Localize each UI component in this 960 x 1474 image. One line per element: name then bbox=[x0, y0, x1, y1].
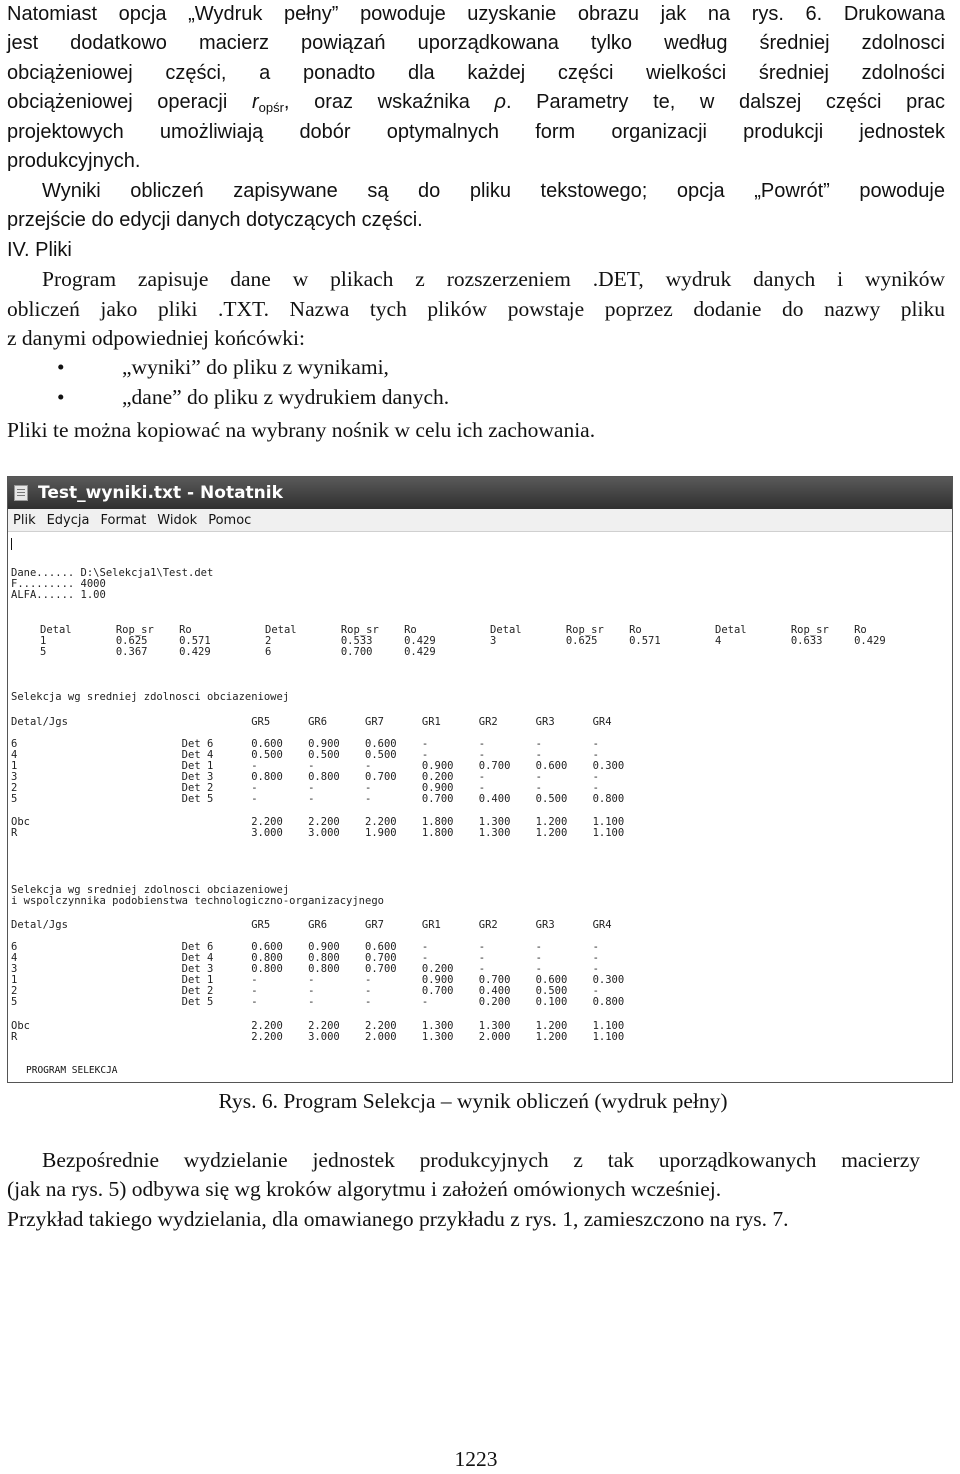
menu-bar bbox=[8, 509, 952, 532]
data-line: Dane...... D:\Selekcja1\Test.det bbox=[11, 567, 214, 579]
text-line: Bezpośrednie wydzielanie jednostek produkcyjnych z tak uporządkowanych macierzy bbox=[42, 1148, 920, 1172]
table-row: 6 Det 6 0.600 0.900 0.600 - - - - bbox=[11, 738, 599, 750]
detal-header: Detal Rop_sr Ro bbox=[40, 624, 192, 636]
list-item bbox=[7, 353, 945, 383]
bullet-icon: • bbox=[57, 385, 65, 409]
table-row: R 2.200 3.000 2.000 1.300 2.000 1.200 1.100 bbox=[11, 1031, 625, 1043]
page-number: 1223 bbox=[454, 1447, 498, 1471]
table-row: 4 Det 4 0.500 0.500 0.500 - - - - bbox=[11, 749, 599, 761]
symbol-r: r bbox=[251, 91, 259, 113]
table-row: Detal/Jgs GR5 GR6 GR7 GR1 GR2 GR3 GR4 bbox=[11, 716, 612, 728]
text-fragment: . Parametry te, w dalszej części prac bbox=[506, 91, 945, 113]
text-line: produkcyjnych. bbox=[7, 150, 141, 172]
text-line: Program zapisuje dane w plikach z rozszerzeniem .DET, wydruk danych i wyników bbox=[42, 267, 945, 291]
detal-header: Detal Rop_sr Ro bbox=[715, 624, 867, 636]
table-row: 1 Det 1 - - - 0.900 0.700 0.600 0.300 bbox=[11, 974, 625, 986]
detal-row: 4 0.633 0.429 bbox=[715, 635, 886, 647]
table-row: 6 Det 6 0.600 0.900 0.600 - - - - bbox=[11, 941, 599, 953]
detal-header: Detal Rop_sr Ro bbox=[265, 624, 417, 636]
list-item-text: „wyniki” do pliku z wynikami, bbox=[122, 355, 389, 379]
table-row: Obc 2.200 2.200 2.200 1.300 1.300 1.200 1.100 bbox=[11, 1020, 625, 1032]
menu-edycja[interactable]: Edycja bbox=[46, 512, 90, 528]
text-line: Pliki te można kopiować na wybrany nośnik w celu ich zachowania. bbox=[7, 418, 596, 442]
detal-row: 5 0.367 0.429 bbox=[40, 646, 211, 658]
menu-pomoc[interactable]: Pomoc bbox=[208, 512, 252, 528]
title-bar[interactable] bbox=[8, 477, 952, 509]
table-title: i wspolczynnika podobienstwa technologiczno-organizacyjnego bbox=[11, 895, 384, 907]
text-line: (jak na rys. 5) odbywa się wg kroków algorytmu i założeń omówionych wcześniej. bbox=[7, 1177, 722, 1201]
section-heading: IV. Pliki bbox=[7, 239, 72, 261]
subscript-opsr: opśr bbox=[258, 100, 284, 115]
text-line: Natomiast opcja „Wydruk pełny” powoduje uzyskanie obrazu jak na rys. 6. Drukowana bbox=[7, 3, 945, 25]
window-title: Test_wyniki.txt - Notatnik bbox=[38, 483, 283, 503]
table-row: 5 Det 5 - - - - 0.200 0.100 0.800 bbox=[11, 996, 625, 1008]
detal-row: 3 0.625 0.571 bbox=[490, 635, 661, 647]
table-row: 5 Det 5 - - - 0.700 0.400 0.500 0.800 bbox=[11, 793, 625, 805]
table-row: 3 Det 3 0.800 0.800 0.700 0.200 - - - bbox=[11, 963, 599, 975]
data-line: ALFA...... 1.00 bbox=[11, 589, 106, 601]
detal-row: 2 0.533 0.429 bbox=[265, 635, 436, 647]
list-item-text: „dane” do pliku z wydrukiem danych. bbox=[122, 385, 450, 409]
text-line: projektowych umożliwiają dobór optymalnych form organizacji produkcji jednostek bbox=[7, 121, 945, 143]
menu-widok[interactable]: Widok bbox=[157, 512, 198, 528]
detal-header: Detal Rop_sr Ro bbox=[490, 624, 642, 636]
text-line: Przykład takiego wydzielania, dla omawianego przykładu z rys. 1, zamieszczono na rys. 7. bbox=[7, 1207, 789, 1231]
list-item bbox=[7, 383, 945, 413]
notepad-icon bbox=[14, 485, 28, 501]
table-row: Obc 2.200 2.200 2.200 1.800 1.300 1.200 1.100 bbox=[11, 816, 625, 828]
text-line: obliczeń jako pliki .TXT. Nazwa tych plików powstaje poprzez dodanie do nazwy pliku bbox=[7, 297, 945, 321]
text-line: Wyniki obliczeń zapisywane są do pliku tekstowego; opcja „Powrót” powoduje bbox=[42, 180, 945, 202]
text-line: przejście do edycji danych dotyczących części. bbox=[7, 209, 423, 231]
notepad-window bbox=[7, 476, 953, 1083]
bullet-icon: • bbox=[57, 355, 65, 379]
detal-row: 6 0.700 0.429 bbox=[265, 646, 436, 658]
text-line: z danymi odpowiedniej końcówki: bbox=[7, 326, 305, 350]
text-line: jest dodatkowo macierz powiązań uporządkowana tylko według średniej zdolnosci bbox=[7, 32, 945, 54]
table-title: Selekcja wg sredniej zdolnosci obciazeniowej bbox=[11, 691, 290, 703]
table-row: R 3.000 3.000 1.900 1.800 1.300 1.200 1.100 bbox=[11, 827, 625, 839]
bullet-list bbox=[7, 353, 945, 413]
text-caret bbox=[11, 538, 12, 550]
table-row: 2 Det 2 - - - 0.700 0.400 0.500 - bbox=[11, 985, 599, 997]
table-row: Detal/Jgs GR5 GR6 GR7 GR1 GR2 GR3 GR4 bbox=[11, 919, 612, 931]
text-fragment: , oraz wskaźnika bbox=[283, 91, 495, 113]
menu-format[interactable]: Format bbox=[100, 512, 147, 528]
program-label: PROGRAM SELEKCJA bbox=[26, 1065, 118, 1076]
table-title: Selekcja wg sredniej zdolnosci obciazeniowej bbox=[11, 884, 290, 896]
symbol-rho: ρ bbox=[494, 91, 506, 113]
text-line: obciążeniowej części, a ponadto dla każdej części wielkości średniej zdolności bbox=[7, 62, 945, 84]
figure-caption: Rys. 6. Program Selekcja – wynik obliczeń (wydruk pełny) bbox=[218, 1089, 728, 1113]
table-row: 3 Det 3 0.800 0.800 0.700 0.200 - - - bbox=[11, 771, 599, 783]
menu-plik[interactable]: Plik bbox=[13, 512, 36, 528]
table-row: 4 Det 4 0.800 0.800 0.700 - - - - bbox=[11, 952, 599, 964]
table-row: 1 Det 1 - - - 0.900 0.700 0.600 0.300 bbox=[11, 760, 625, 772]
detal-row: 1 0.625 0.571 bbox=[40, 635, 211, 647]
text-fragment: obciążeniowej operacji bbox=[7, 91, 252, 113]
table-row: 2 Det 2 - - - 0.900 - - - bbox=[11, 782, 599, 794]
data-line: F......... 4000 bbox=[11, 578, 106, 590]
